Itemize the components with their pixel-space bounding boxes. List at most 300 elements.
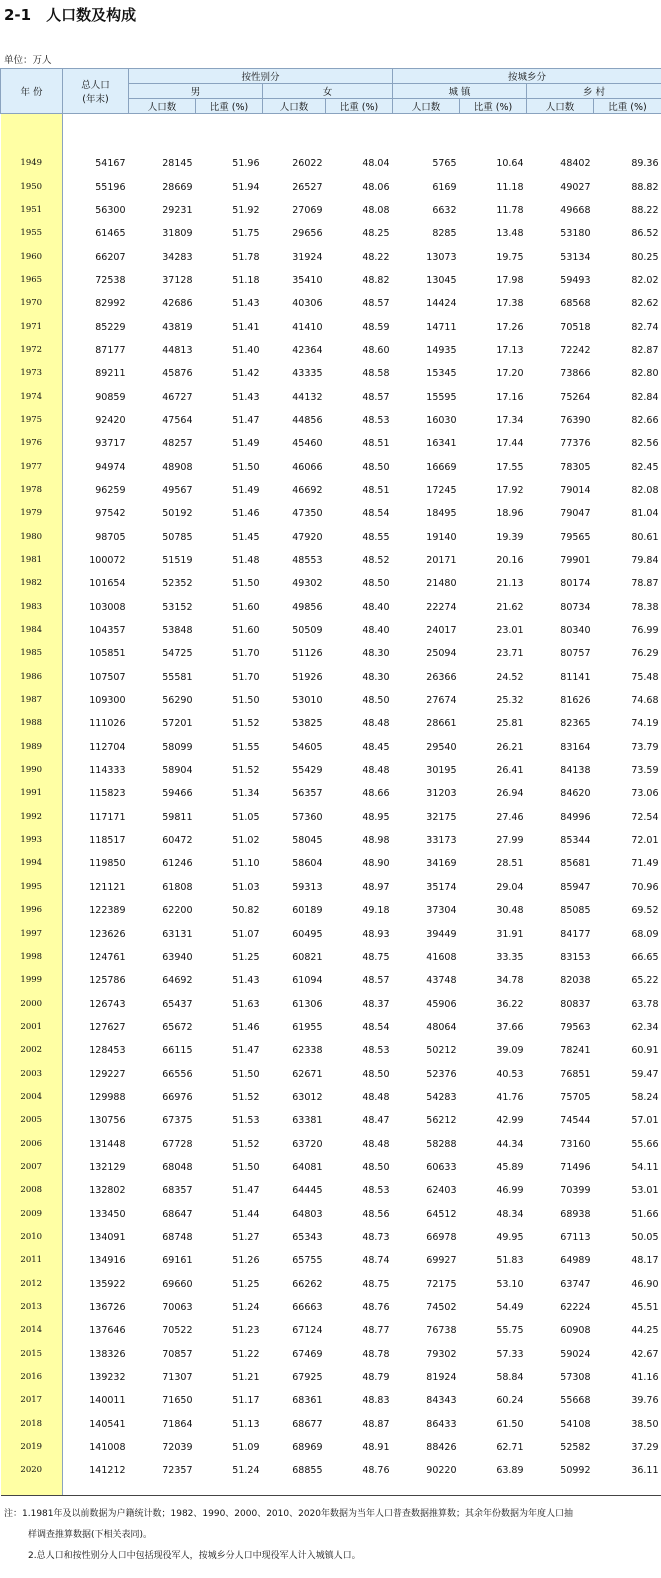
- cell-male-pop: 28669: [162, 181, 193, 193]
- cell-year: 1949: [1, 152, 63, 175]
- cell-male-ratio: 51.24: [232, 1302, 260, 1314]
- cell-female-ratio: 48.50: [362, 1068, 390, 1080]
- cell-urban-ratio: 44.34: [496, 1138, 524, 1150]
- cell-rural-pop: 68568: [560, 298, 591, 310]
- cell-male-ratio: 51.50: [232, 1161, 260, 1173]
- cell-female-pop: 40306: [292, 298, 323, 310]
- cell-female-ratio: 48.50: [362, 695, 390, 707]
- cell-female-pop: 27069: [292, 204, 323, 216]
- cell-urban-ratio: 17.38: [496, 298, 524, 310]
- spacer-cell: [1, 1483, 63, 1496]
- table-row: [1, 852, 661, 875]
- table-row: [1, 1226, 661, 1249]
- cell-rural-ratio: 60.91: [631, 1045, 659, 1057]
- cell-rural-pop: 73160: [560, 1138, 591, 1150]
- cell-rural-pop: 70399: [560, 1185, 591, 1197]
- cell-rural-ratio: 82.02: [631, 274, 659, 286]
- spacer-cell: [594, 1483, 661, 1496]
- cell-year: 1991: [1, 782, 63, 805]
- cell-year: 1973: [1, 362, 63, 385]
- spacer-cell: [460, 114, 527, 153]
- cell-urban-pop: 48064: [426, 1021, 457, 1033]
- cell-rural-ratio: 82.45: [631, 461, 659, 473]
- cell-rural-pop: 71496: [560, 1161, 591, 1173]
- cell-year: 1976: [1, 432, 63, 455]
- cell-year: 1998: [1, 946, 63, 969]
- cell-female-pop: 58045: [292, 835, 323, 847]
- cell-rural-pop: 82365: [560, 718, 591, 730]
- cell-year: 1993: [1, 829, 63, 852]
- cell-male-ratio: 51.50: [232, 695, 260, 707]
- cell-male-ratio: 51.42: [232, 368, 260, 380]
- cell-urban-ratio: 36.22: [496, 998, 524, 1010]
- table-row: [1, 1273, 661, 1296]
- cell-female-pop: 64803: [292, 1208, 323, 1220]
- cell-rural-ratio: 53.01: [631, 1185, 659, 1197]
- cell-urban-ratio: 24.52: [496, 671, 524, 683]
- cell-total: 128453: [89, 1045, 126, 1057]
- cell-male-pop: 51519: [162, 555, 193, 567]
- cell-male-pop: 50192: [162, 508, 193, 520]
- cell-female-ratio: 48.37: [362, 998, 390, 1010]
- cell-male-pop: 59466: [162, 788, 193, 800]
- cell-male-ratio: 51.25: [232, 1278, 260, 1290]
- cell-female-pop: 49302: [292, 578, 323, 590]
- cell-rural-ratio: 82.62: [631, 298, 659, 310]
- cell-urban-ratio: 26.41: [496, 765, 524, 777]
- cell-urban-ratio: 33.35: [496, 951, 524, 963]
- cell-female-ratio: 48.58: [362, 368, 390, 380]
- cell-male-pop: 31809: [162, 228, 193, 240]
- cell-female-pop: 29656: [292, 228, 323, 240]
- cell-female-pop: 31924: [292, 251, 323, 263]
- cell-female-pop: 68969: [292, 1442, 323, 1454]
- cell-rural-pop: 57308: [560, 1372, 591, 1384]
- cell-rural-pop: 84177: [560, 928, 591, 940]
- cell-rural-ratio: 54.11: [631, 1161, 659, 1173]
- cell-rural-pop: 79563: [560, 1021, 591, 1033]
- cell-male-pop: 28145: [162, 158, 193, 170]
- table-row: [1, 362, 661, 385]
- cell-rural-ratio: 88.22: [631, 204, 659, 216]
- spacer-cell: [129, 114, 196, 153]
- table-row: [1, 1366, 661, 1389]
- cell-urban-ratio: 57.33: [496, 1348, 524, 1360]
- cell-female-ratio: 48.54: [362, 1021, 390, 1033]
- cell-rural-ratio: 74.19: [631, 718, 659, 730]
- cell-rural-pop: 64989: [560, 1255, 591, 1267]
- cell-rural-pop: 76390: [560, 414, 591, 426]
- cell-rural-ratio: 62.34: [631, 1021, 659, 1033]
- table-row: [1, 1062, 661, 1085]
- table-row: [1, 175, 661, 198]
- table-row: [1, 712, 661, 735]
- cell-male-ratio: 51.96: [232, 158, 260, 170]
- cell-year: 1970: [1, 292, 63, 315]
- cell-male-ratio: 51.05: [232, 811, 260, 823]
- cell-urban-pop: 17245: [426, 484, 457, 496]
- cell-total: 134091: [89, 1231, 126, 1243]
- cell-urban-ratio: 17.55: [496, 461, 524, 473]
- cell-rural-ratio: 58.24: [631, 1091, 659, 1103]
- cell-male-ratio: 51.60: [232, 601, 260, 613]
- cell-urban-pop: 81924: [426, 1372, 457, 1384]
- spacer-cell: [63, 1483, 129, 1496]
- cell-female-ratio: 48.54: [362, 508, 390, 520]
- cell-female-ratio: 48.78: [362, 1348, 390, 1360]
- footnotes: [4, 1504, 573, 1567]
- header-rural: 乡 村: [527, 84, 661, 99]
- cell-female-pop: 42364: [292, 344, 323, 356]
- cell-total: 98705: [95, 531, 126, 543]
- cell-male-pop: 56290: [162, 695, 193, 707]
- cell-female-ratio: 48.74: [362, 1255, 390, 1267]
- cell-total: 97542: [95, 508, 126, 520]
- table-row: [1, 199, 661, 222]
- cell-total: 125786: [89, 975, 126, 987]
- cell-female-pop: 60189: [292, 905, 323, 917]
- cell-male-ratio: 51.18: [232, 274, 260, 286]
- cell-total: 126743: [89, 998, 126, 1010]
- cell-rural-pop: 72242: [560, 344, 591, 356]
- cell-year: 1965: [1, 269, 63, 292]
- cell-rural-ratio: 70.96: [631, 881, 659, 893]
- cell-year: 1980: [1, 526, 63, 549]
- cell-rural-pop: 55668: [560, 1395, 591, 1407]
- cell-urban-ratio: 17.34: [496, 414, 524, 426]
- cell-male-pop: 43819: [162, 321, 193, 333]
- cell-rural-ratio: 73.79: [631, 741, 659, 753]
- cell-female-pop: 67925: [292, 1372, 323, 1384]
- cell-total: 122389: [89, 905, 126, 917]
- spacer-cell: [1, 114, 63, 153]
- cell-male-pop: 57201: [162, 718, 193, 730]
- cell-female-ratio: 48.40: [362, 625, 390, 637]
- cell-urban-pop: 20171: [426, 555, 457, 567]
- cell-urban-pop: 24017: [426, 625, 457, 637]
- cell-male-pop: 62200: [162, 905, 193, 917]
- cell-total: 129227: [89, 1068, 126, 1080]
- spacer-cell: [527, 114, 594, 153]
- cell-female-ratio: 48.04: [362, 158, 390, 170]
- cell-total: 114333: [89, 765, 126, 777]
- cell-rural-ratio: 50.05: [631, 1231, 659, 1243]
- cell-year: 1986: [1, 666, 63, 689]
- cell-urban-ratio: 29.04: [496, 881, 524, 893]
- cell-urban-pop: 32175: [426, 811, 457, 823]
- cell-year: 1994: [1, 852, 63, 875]
- table-row: [1, 1296, 661, 1319]
- cell-total: 111026: [89, 718, 126, 730]
- cell-total: 121121: [89, 881, 126, 893]
- cell-rural-ratio: 80.25: [631, 251, 659, 263]
- header-urban: 城 镇: [393, 84, 527, 99]
- cell-female-pop: 64081: [292, 1161, 323, 1173]
- cell-female-ratio: 48.51: [362, 484, 390, 496]
- cell-rural-pop: 80340: [560, 625, 591, 637]
- cell-female-pop: 35410: [292, 274, 323, 286]
- cell-female-ratio: 48.50: [362, 1161, 390, 1173]
- cell-year: 2001: [1, 1016, 63, 1039]
- cell-rural-pop: 81141: [560, 671, 591, 683]
- cell-urban-ratio: 21.13: [496, 578, 524, 590]
- cell-urban-pop: 74502: [426, 1302, 457, 1314]
- cell-rural-pop: 62224: [560, 1302, 591, 1314]
- cell-male-pop: 71650: [162, 1395, 193, 1407]
- cell-total: 134916: [89, 1255, 126, 1267]
- cell-rural-pop: 85085: [560, 905, 591, 917]
- cell-year: 1983: [1, 596, 63, 619]
- cell-rural-ratio: 59.47: [631, 1068, 659, 1080]
- cell-rural-pop: 85681: [560, 858, 591, 870]
- table-row: [1, 946, 661, 969]
- cell-male-ratio: 51.50: [232, 461, 260, 473]
- cell-total: 140541: [89, 1418, 126, 1430]
- cell-male-pop: 67375: [162, 1115, 193, 1127]
- cell-rural-pop: 84996: [560, 811, 591, 823]
- cell-urban-ratio: 31.91: [496, 928, 524, 940]
- cell-male-ratio: 51.24: [232, 1465, 260, 1477]
- cell-total: 117171: [89, 811, 126, 823]
- cell-rural-pop: 63747: [560, 1278, 591, 1290]
- cell-total: 85229: [95, 321, 126, 333]
- cell-rural-pop: 79014: [560, 484, 591, 496]
- cell-female-ratio: 48.30: [362, 648, 390, 660]
- cell-year: 2008: [1, 1179, 63, 1202]
- cell-year: 2002: [1, 1039, 63, 1062]
- cell-total: 133450: [89, 1208, 126, 1220]
- cell-year: 1982: [1, 572, 63, 595]
- cell-total: 55196: [95, 181, 126, 193]
- cell-male-ratio: 51.41: [232, 321, 260, 333]
- cell-female-ratio: 48.25: [362, 228, 390, 240]
- cell-female-ratio: 48.57: [362, 975, 390, 987]
- table-row: [1, 1016, 661, 1039]
- cell-female-ratio: 48.55: [362, 531, 390, 543]
- cell-year: 1996: [1, 899, 63, 922]
- cell-male-ratio: 51.10: [232, 858, 260, 870]
- cell-rural-ratio: 41.16: [631, 1372, 659, 1384]
- cell-rural-pop: 59493: [560, 274, 591, 286]
- cell-male-ratio: 51.43: [232, 298, 260, 310]
- cell-male-pop: 54725: [162, 648, 193, 660]
- cell-urban-ratio: 17.13: [496, 344, 524, 356]
- table-row: [1, 1086, 661, 1109]
- cell-female-pop: 44132: [292, 391, 323, 403]
- cell-male-ratio: 51.09: [232, 1442, 260, 1454]
- cell-male-ratio: 51.46: [232, 1021, 260, 1033]
- cell-rural-ratio: 82.87: [631, 344, 659, 356]
- cell-urban-pop: 37304: [426, 905, 457, 917]
- cell-urban-ratio: 17.92: [496, 484, 524, 496]
- cell-male-pop: 70522: [162, 1325, 193, 1337]
- table-row: [1, 666, 661, 689]
- cell-urban-ratio: 25.32: [496, 695, 524, 707]
- cell-rural-ratio: 74.68: [631, 695, 659, 707]
- cell-female-pop: 65755: [292, 1255, 323, 1267]
- cell-urban-ratio: 63.89: [496, 1465, 524, 1477]
- cell-male-ratio: 51.60: [232, 625, 260, 637]
- cell-rural-ratio: 82.74: [631, 321, 659, 333]
- cell-female-pop: 65343: [292, 1231, 323, 1243]
- cell-male-ratio: 51.70: [232, 648, 260, 660]
- cell-urban-ratio: 49.95: [496, 1231, 524, 1243]
- cell-total: 123626: [89, 928, 126, 940]
- cell-year: 1988: [1, 712, 63, 735]
- cell-urban-ratio: 17.44: [496, 438, 524, 450]
- cell-female-pop: 47920: [292, 531, 323, 543]
- cell-rural-pop: 59024: [560, 1348, 591, 1360]
- cell-male-ratio: 51.75: [232, 228, 260, 240]
- cell-male-ratio: 51.43: [232, 391, 260, 403]
- cell-total: 54167: [95, 158, 126, 170]
- table-row: [1, 1202, 661, 1225]
- header-female: 女: [263, 84, 393, 99]
- cell-rural-ratio: 42.67: [631, 1348, 659, 1360]
- cell-total: 104357: [89, 625, 126, 637]
- cell-urban-ratio: 11.78: [496, 204, 524, 216]
- cell-urban-ratio: 34.78: [496, 975, 524, 987]
- cell-total: 130756: [89, 1115, 126, 1127]
- cell-urban-pop: 15595: [426, 391, 457, 403]
- table-row: [1, 479, 661, 502]
- cell-year: 1992: [1, 806, 63, 829]
- header-rural-ratio: 比重 (%): [594, 99, 661, 114]
- cell-female-ratio: 48.48: [362, 1138, 390, 1150]
- cell-year: 1997: [1, 922, 63, 945]
- table-row: [1, 689, 661, 712]
- cell-female-pop: 46692: [292, 484, 323, 496]
- table-row: [1, 1319, 661, 1342]
- cell-year: 2012: [1, 1273, 63, 1296]
- cell-rural-pop: 85947: [560, 881, 591, 893]
- cell-male-ratio: 51.94: [232, 181, 260, 193]
- cell-female-pop: 48553: [292, 555, 323, 567]
- cell-urban-pop: 25094: [426, 648, 457, 660]
- cell-year: 1950: [1, 175, 63, 198]
- cell-female-ratio: 48.98: [362, 835, 390, 847]
- cell-rural-pop: 48402: [560, 158, 591, 170]
- footnote-1-cont: 样调查推算数据(下相关表同)。: [28, 1530, 153, 1540]
- cell-rural-ratio: 37.29: [631, 1442, 659, 1454]
- cell-rural-pop: 84620: [560, 788, 591, 800]
- cell-male-ratio: 51.40: [232, 344, 260, 356]
- cell-rural-ratio: 38.50: [631, 1418, 659, 1430]
- cell-urban-pop: 88426: [426, 1442, 457, 1454]
- header-female-ratio: 比重 (%): [326, 99, 393, 114]
- cell-rural-pop: 53134: [560, 251, 591, 263]
- cell-female-ratio: 48.77: [362, 1325, 390, 1337]
- cell-female-ratio: 48.95: [362, 811, 390, 823]
- spacer-cell: [393, 1483, 460, 1496]
- cell-rural-ratio: 78.38: [631, 601, 659, 613]
- cell-urban-ratio: 18.96: [496, 508, 524, 520]
- cell-male-pop: 60472: [162, 835, 193, 847]
- cell-male-pop: 50785: [162, 531, 193, 543]
- cell-male-ratio: 51.52: [232, 1138, 260, 1150]
- cell-female-ratio: 48.50: [362, 461, 390, 473]
- cell-urban-pop: 56212: [426, 1115, 457, 1127]
- cell-urban-pop: 31203: [426, 788, 457, 800]
- cell-rural-ratio: 80.61: [631, 531, 659, 543]
- cell-female-pop: 63381: [292, 1115, 323, 1127]
- cell-urban-pop: 6169: [432, 181, 457, 193]
- cell-urban-ratio: 17.98: [496, 274, 524, 286]
- cell-male-pop: 71307: [162, 1372, 193, 1384]
- cell-total: 72538: [95, 274, 126, 286]
- cell-male-ratio: 51.27: [232, 1231, 260, 1243]
- cell-rural-pop: 79047: [560, 508, 591, 520]
- cell-male-pop: 49567: [162, 484, 193, 496]
- cell-urban-pop: 16030: [426, 414, 457, 426]
- cell-urban-pop: 58288: [426, 1138, 457, 1150]
- cell-female-pop: 60495: [292, 928, 323, 940]
- cell-female-ratio: 48.90: [362, 858, 390, 870]
- cell-rural-pop: 49027: [560, 181, 591, 193]
- cell-year: 1990: [1, 759, 63, 782]
- cell-male-ratio: 51.63: [232, 998, 260, 1010]
- cell-female-pop: 26527: [292, 181, 323, 193]
- cell-female-ratio: 48.75: [362, 1278, 390, 1290]
- cell-year: 1999: [1, 969, 63, 992]
- cell-male-pop: 61246: [162, 858, 193, 870]
- cell-female-pop: 63012: [292, 1091, 323, 1103]
- cell-female-ratio: 48.66: [362, 788, 390, 800]
- cell-year: 2000: [1, 992, 63, 1015]
- cell-male-ratio: 51.50: [232, 1068, 260, 1080]
- cell-rural-pop: 70518: [560, 321, 591, 333]
- cell-female-pop: 61955: [292, 1021, 323, 1033]
- cell-male-ratio: 51.55: [232, 741, 260, 753]
- table-row: [1, 292, 661, 315]
- cell-rural-pop: 81626: [560, 695, 591, 707]
- cell-female-pop: 50509: [292, 625, 323, 637]
- table-row: [1, 992, 661, 1015]
- cell-male-ratio: 51.03: [232, 881, 260, 893]
- table-row: [1, 1436, 661, 1459]
- cell-urban-pop: 64512: [426, 1208, 457, 1220]
- cell-total: 112704: [89, 741, 126, 753]
- cell-year: 2006: [1, 1132, 63, 1155]
- cell-male-pop: 66115: [162, 1045, 193, 1057]
- cell-rural-ratio: 51.66: [631, 1208, 659, 1220]
- cell-rural-ratio: 65.22: [631, 975, 659, 987]
- cell-female-ratio: 48.48: [362, 718, 390, 730]
- cell-female-ratio: 48.06: [362, 181, 390, 193]
- cell-urban-pop: 22274: [426, 601, 457, 613]
- cell-male-ratio: 51.53: [232, 1115, 260, 1127]
- cell-male-ratio: 51.49: [232, 484, 260, 496]
- cell-female-pop: 54605: [292, 741, 323, 753]
- table-row: [1, 526, 661, 549]
- cell-female-ratio: 48.57: [362, 391, 390, 403]
- cell-female-ratio: 48.93: [362, 928, 390, 940]
- cell-total: 56300: [95, 204, 126, 216]
- cell-male-pop: 34283: [162, 251, 193, 263]
- cell-year: 1981: [1, 549, 63, 572]
- cell-male-pop: 61808: [162, 881, 193, 893]
- cell-male-ratio: 51.34: [232, 788, 260, 800]
- cell-total: 141008: [89, 1442, 126, 1454]
- cell-urban-pop: 39449: [426, 928, 457, 940]
- cell-urban-pop: 86433: [426, 1418, 457, 1430]
- cell-urban-pop: 60633: [426, 1161, 457, 1173]
- cell-rural-ratio: 73.59: [631, 765, 659, 777]
- cell-male-ratio: 51.47: [232, 1045, 260, 1057]
- cell-year: 1955: [1, 222, 63, 245]
- cell-year: 1972: [1, 339, 63, 362]
- cell-female-ratio: 48.53: [362, 1045, 390, 1057]
